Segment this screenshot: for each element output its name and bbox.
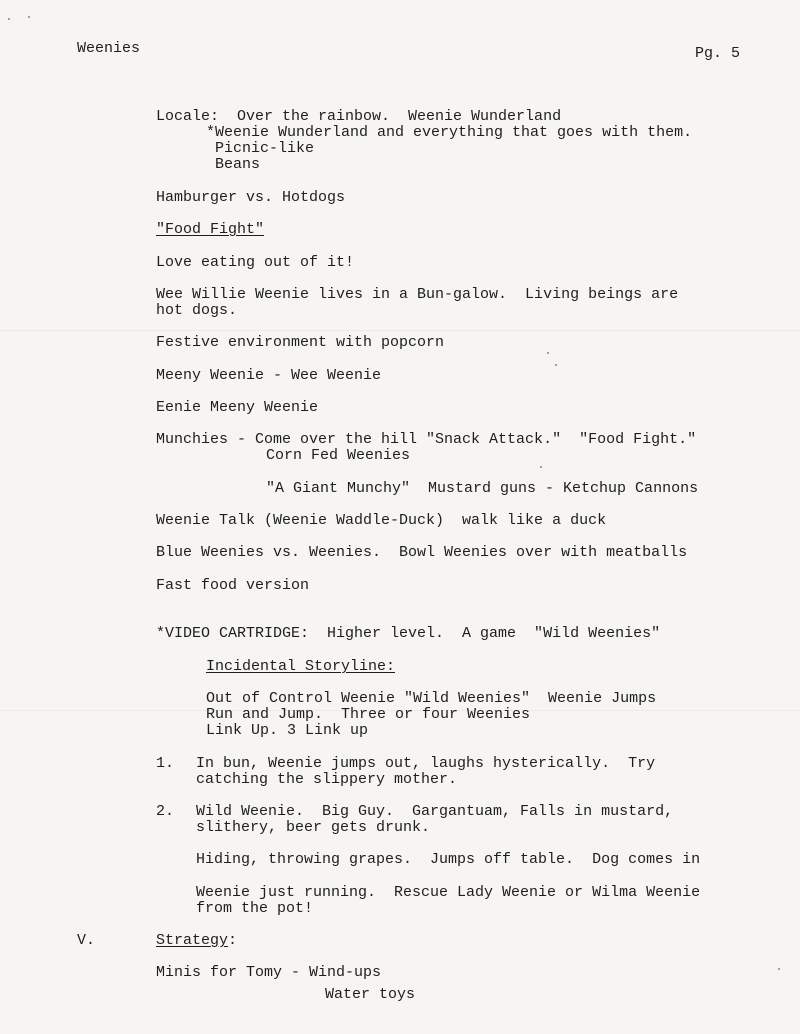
list-item: Hiding, throwing grapes. Jumps off table. Dog comes in xyxy=(196,851,701,868)
strategy-heading xyxy=(156,932,237,949)
underlined-note: "Food Fight" xyxy=(156,221,265,238)
note-line: Wee Willie Weenie lives in a Bun-galow. Living beings are xyxy=(156,286,679,303)
storyline-line: Run and Jump. Three or four Weenies xyxy=(206,706,531,723)
list-item: catching the slippery mother. xyxy=(196,771,458,788)
list-number: 1. xyxy=(156,755,175,772)
list-item: Wild Weenie. Big Guy. Gargantuam, Falls in mustard, xyxy=(196,803,674,820)
header-title: Weenies xyxy=(77,40,141,57)
list-item: from the pot! xyxy=(196,900,314,917)
paper-speck xyxy=(547,352,549,354)
list-item: Weenie just running. Rescue Lady Weenie or Wilma Weenie xyxy=(196,884,701,901)
section-numeral: V. xyxy=(77,932,96,949)
paper-speck xyxy=(540,466,542,468)
note-line: Munchies - Come over the hill "Snack Attack." "Food Fight." xyxy=(156,431,697,448)
locale-line: Locale: Over the rainbow. Weenie Wunderland xyxy=(156,108,562,125)
strategy-line: Minis for Tomy - Wind-ups xyxy=(156,964,382,981)
note-line: Blue Weenies vs. Weenies. Bowl Weenies over with meatballs xyxy=(156,544,688,561)
note-line: Meeny Weenie - Wee Weenie xyxy=(156,367,382,384)
list-number: 2. xyxy=(156,803,175,820)
locale-line: *Weenie Wunderland and everything that goes with them. xyxy=(206,124,693,141)
paper-speck xyxy=(28,16,30,18)
note-line: Hamburger vs. Hotdogs xyxy=(156,189,346,206)
strategy-heading-text: Strategy xyxy=(156,932,229,949)
paper-speck xyxy=(8,18,10,20)
list-item: slithery, beer gets drunk. xyxy=(196,819,431,836)
paper-speck xyxy=(555,364,557,366)
storyline-line: Out of Control Weenie "Wild Weenies" Weenie Jumps xyxy=(206,690,657,707)
paper-speck xyxy=(778,968,780,970)
note-line: Fast food version xyxy=(156,577,310,594)
list-item: In bun, Weenie jumps out, laughs hysterically. Try xyxy=(196,755,656,772)
note-line: Eenie Meeny Weenie xyxy=(156,399,319,416)
video-line: *VIDEO CARTRIDGE: Higher level. A game "Wild Weenies" xyxy=(156,625,661,642)
storyline-heading: Incidental Storyline: xyxy=(206,658,396,675)
note-line: Corn Fed Weenies xyxy=(266,447,411,464)
storyline-line: Link Up. 3 Link up xyxy=(206,722,369,739)
note-line: hot dogs. xyxy=(156,302,238,319)
note-line: "A Giant Munchy" Mustard guns - Ketchup Cannons xyxy=(266,480,699,497)
strategy-line: Water toys xyxy=(325,986,416,1003)
locale-line: Picnic-like xyxy=(215,140,315,157)
paper-fold xyxy=(0,330,800,331)
locale-line: Beans xyxy=(215,156,261,173)
note-line: Festive environment with popcorn xyxy=(156,334,445,351)
note-line: Weenie Talk (Weenie Waddle-Duck) walk like a duck xyxy=(156,512,607,529)
page-number: Pg. 5 xyxy=(695,45,741,62)
note-line: Love eating out of it! xyxy=(156,254,355,271)
strategy-heading-colon: : xyxy=(228,932,238,949)
